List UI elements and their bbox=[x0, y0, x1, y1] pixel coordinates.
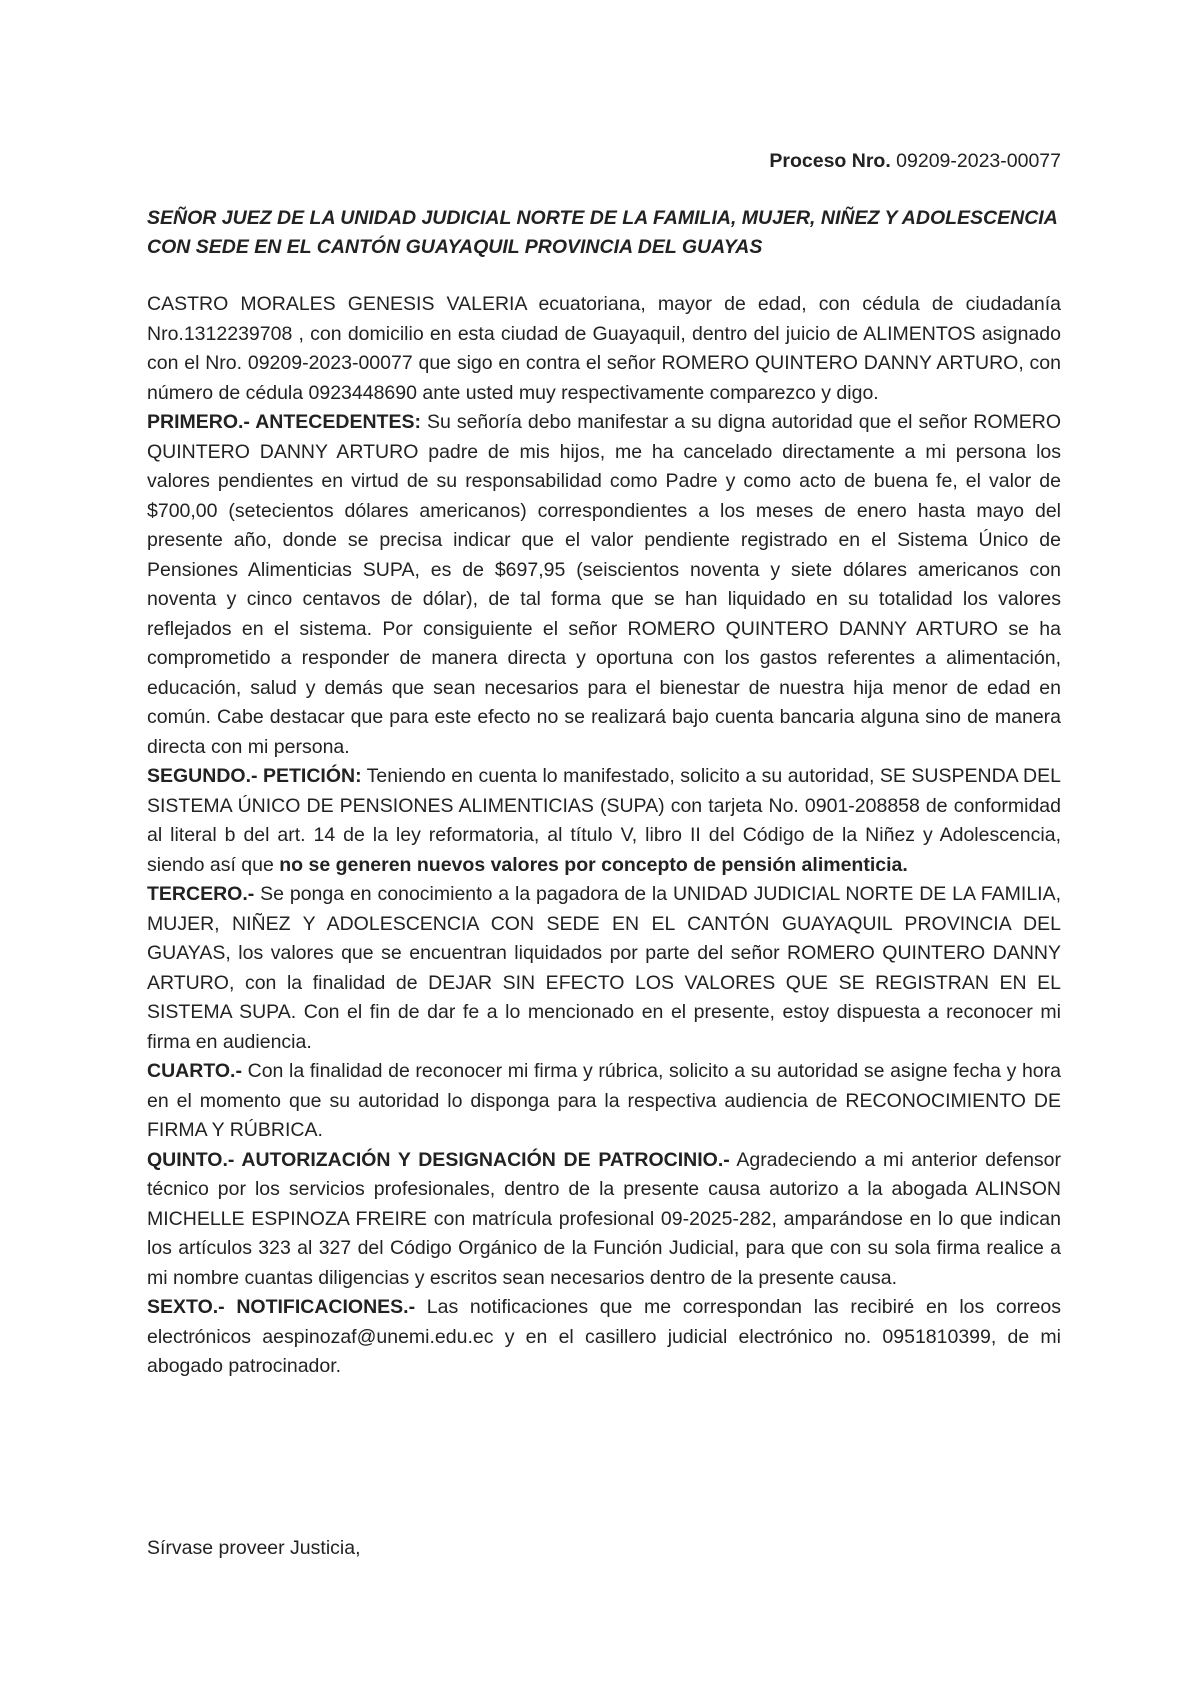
section-tercero-text: Se ponga en conocimiento a la pagadora de la UNIDAD JUDICIAL NORTE DE LA FAMILIA, MUJER, NIÑEZ Y ADOLESCENCIA CON SEDE EN EL CANTÓN GUAYAQUIL PROVINCIA DEL GUAYAS, los valores que se encuentran liquidados por parte del señor ROMERO QUINTERO DANNY ARTURO, con la finalidad de DEJAR SIN EFECTO LOS VALORES QUE SE REGISTRAN EN EL SISTEMA SUPA. Con el fin de dar fe a lo mencionado en el presente, estoy dispuesta a reconocer mi firma en audiencia. bbox=[147, 883, 1061, 1053]
process-number: 09209-2023-00077 bbox=[896, 150, 1061, 172]
section-primero-heading: PRIMERO.- ANTECEDENTES: bbox=[147, 411, 421, 433]
section-sexto-heading: SEXTO.- NOTIFICACIONES.- bbox=[147, 1296, 416, 1318]
section-quinto bbox=[147, 1146, 1061, 1294]
section-quinto-text: Agradeciendo a mi anterior defensor técnico por los servicios profesionales, dentro de la presente causa autorizo a la abogada ALINSON MICHELLE ESPINOZA FREIRE con matrícula profesional 09-2025-282, amparándose en lo que indican los artículos 323 al 327 del Código Orgánico de la Función Judicial, para que con su sola firma realice a mi nombre cuantas diligencias y escritos sean necesarios dentro de la presente causa. bbox=[147, 1148, 1061, 1289]
section-segundo-heading: SEGUNDO.- PETICIÓN: bbox=[147, 765, 362, 787]
section-cuarto-heading: CUARTO.- bbox=[147, 1060, 242, 1082]
section-primero-text: Su señoría debo manifestar a su digna autoridad que el señor ROMERO QUINTERO DANNY ARTURO padre de mis hijos, me ha cancelado directamente a mi persona los valores pendientes en virtud de su responsabilidad como Padre y como acto de buena fe, el valor de $700,00 (setecientos dólares americanos) correspondientes a los meses de enero hasta mayo del presente año, donde se precisa indicar que el valor pendiente registrado en el Sistema Único de Pensiones Alimenticias SUPA, es de $697,95 (seiscientos noventa y siete dólares americanos con noventa y cinco centavos de dólar), de tal forma que se han liquidado en su totalidad los valores reflejados en el sistema. Por consiguiente el señor ROMERO QUINTERO DANNY ARTURO se ha comprometido a responder de manera directa y oportuna con los gastos referentes a alimentación, educación, salud y demás que sean necesarios para el bienestar de nuestra hija menor de edad en común. Cabe destacar que para este efecto no se realizará bajo cuenta bancaria alguna sino de manera directa con mi persona. bbox=[147, 411, 1062, 758]
section-quinto-heading: QUINTO.- AUTORIZACIÓN Y DESIGNACIÓN DE PATROCINIO.- bbox=[147, 1148, 730, 1171]
document-body bbox=[147, 290, 1061, 1382]
section-tercero-heading: TERCERO.- bbox=[147, 883, 255, 905]
section-primero bbox=[147, 408, 1061, 762]
section-segundo-emphasis: no se generen nuevos valores por concepto de pensión alimenticia. bbox=[279, 853, 908, 876]
section-sexto-text: Las notificaciones que me correspondan las recibiré en los correos electrónicos aespinozaf@unemi.edu.ec y en el casillero judicial electrónico no. 0951810399, de mi abogado patrocinador. bbox=[147, 1296, 1061, 1377]
closing-line: Sírvase proveer Justicia, bbox=[147, 1537, 361, 1559]
section-tercero bbox=[147, 880, 1061, 1057]
section-segundo bbox=[147, 762, 1061, 880]
process-label: Proceso Nro. bbox=[769, 150, 891, 172]
intro-paragraph: CASTRO MORALES GENESIS VALERIA ecuatoriana, mayor de edad, con cédula de ciudadanía Nro.1312239708 , con domicilio en esta ciudad de Guayaquil, dentro del juicio de ALIMENTOS asignado con el Nro. 09209-2023-00077 que sigo en contra el señor ROMERO QUINTERO DANNY ARTURO, con número de cédula 0923448690 ante usted muy respectivamente comparezco y digo. bbox=[147, 293, 1061, 404]
process-number-line bbox=[769, 148, 1061, 174]
addressee-heading: SEÑOR JUEZ DE LA UNIDAD JUDICIAL NORTE DE LA FAMILIA, MUJER, NIÑEZ Y ADOLESCENCIA CON SEDE EN EL CANTÓN GUAYAQUIL PROVINCIA DEL GUAYAS bbox=[147, 207, 1058, 258]
section-sexto bbox=[147, 1293, 1061, 1382]
section-cuarto-text: Con la finalidad de reconocer mi firma y rúbrica, solicito a su autoridad se asigne fecha y hora en el momento que su autoridad lo disponga para la respectiva audiencia de RECONOCIMIENTO DE FIRMA Y RÚBRICA. bbox=[147, 1060, 1061, 1141]
section-cuarto bbox=[147, 1057, 1061, 1146]
section-segundo-text: Teniendo en cuenta lo manifestado, solicito a su autoridad, SE SUSPENDA DEL SISTEMA ÚNICO DE PENSIONES ALIMENTICIAS (SUPA) con tarjeta No. 0901-208858 de conformidad al literal b del art. 14 de la ley reformatoria, al título V, libro II del Código de la Niñez y Adolescencia, siendo así que bbox=[147, 765, 1061, 876]
